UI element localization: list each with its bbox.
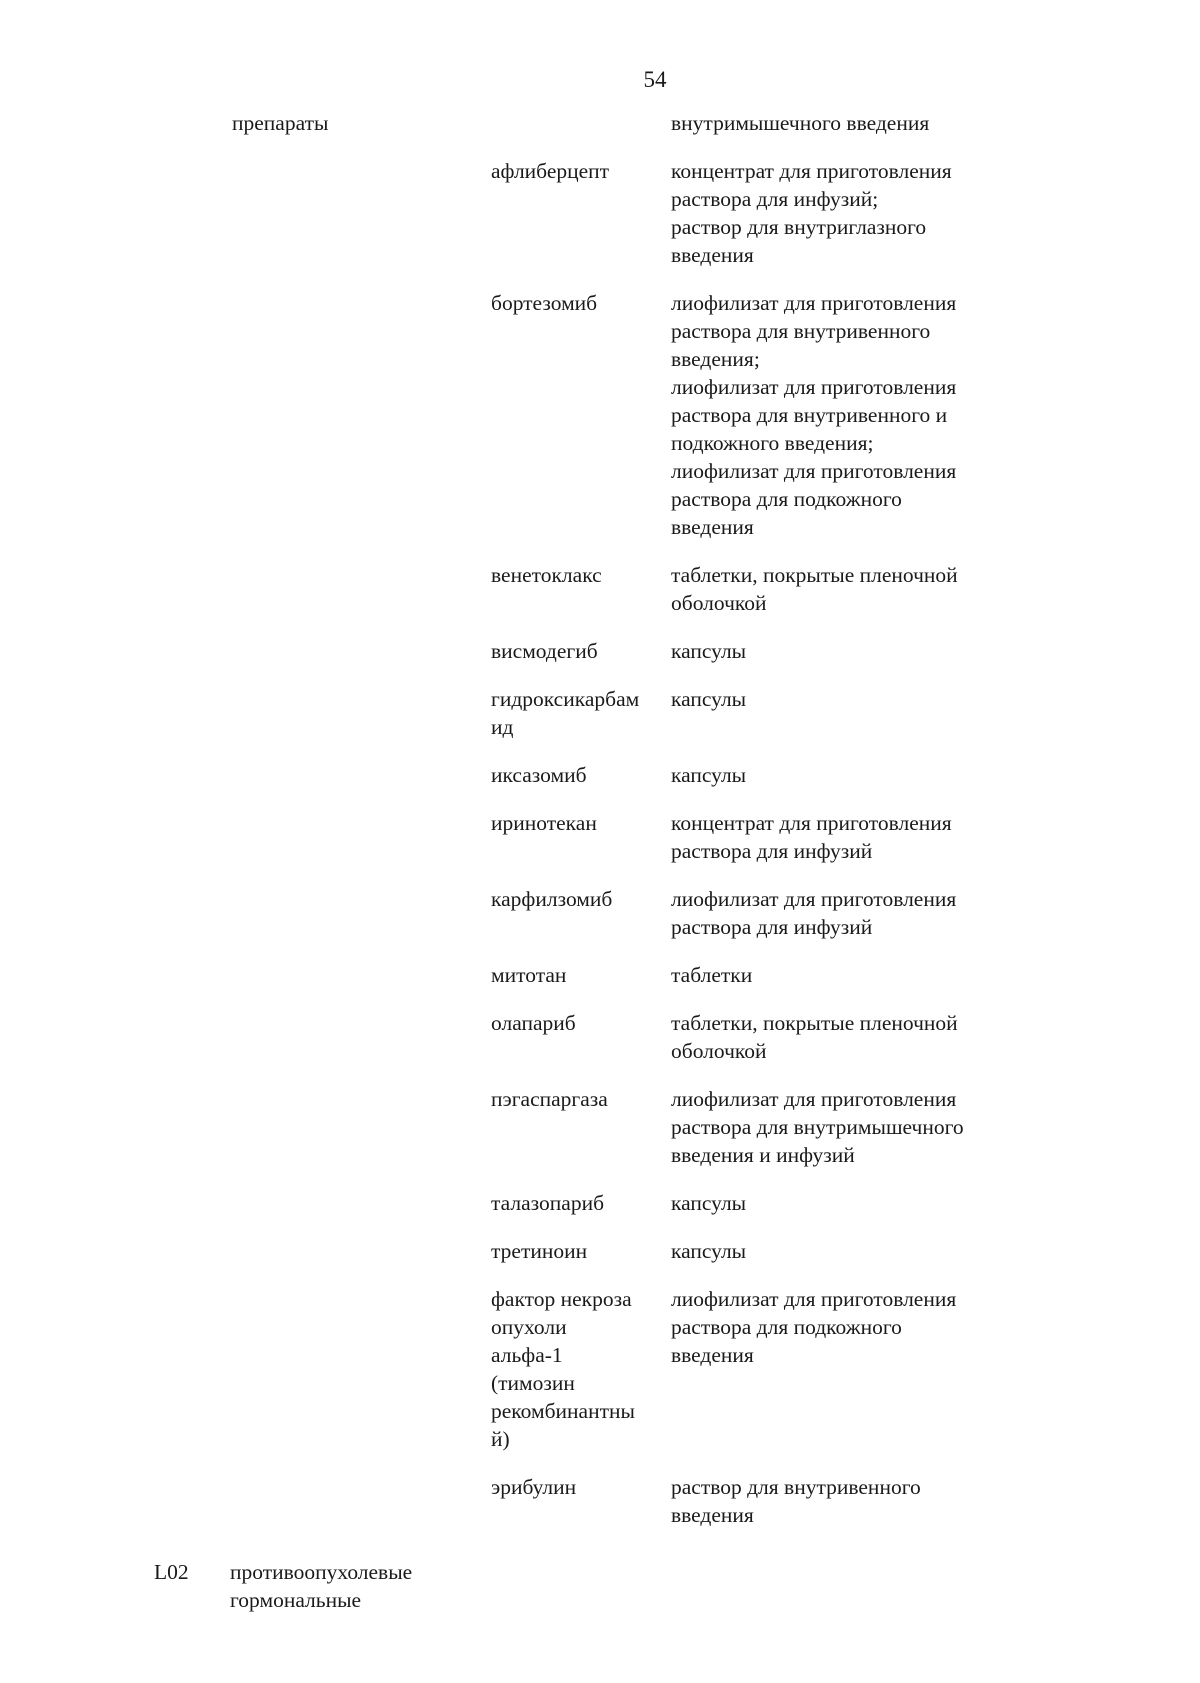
- dosage-form: концентрат для приготовления раствора для инфузий: [671, 811, 952, 863]
- drug-name: пэгаспаргаза: [491, 1087, 608, 1111]
- dosage-form: капсулы: [671, 763, 747, 787]
- drug-entry: [0, 1285, 1200, 1453]
- drug-entry: [0, 1473, 1200, 1529]
- dosage-form: капсулы: [671, 1191, 747, 1215]
- dosage-form: лиофилизат для приготовления раствора для подкожного введения: [671, 1287, 957, 1367]
- dosage-form: таблетки: [671, 963, 753, 987]
- drug-entry: [0, 637, 1200, 665]
- atc-group-title: противоопухолевые гормональные: [230, 1560, 413, 1612]
- drug-list: [0, 157, 1200, 1549]
- drug-name: висмодегиб: [491, 639, 598, 663]
- drug-name: олапариб: [491, 1011, 576, 1035]
- dosage-form: капсулы: [671, 1239, 747, 1263]
- dosage-form: лиофилизат для приготовления раствора для внутримышечного введения и инфузий: [671, 1087, 964, 1167]
- drug-entry: [0, 761, 1200, 789]
- drug-name: бортезомиб: [491, 291, 598, 315]
- dosage-form: таблетки, покрытые пленочной оболочкой: [671, 1011, 958, 1063]
- drug-entry: [0, 157, 1200, 269]
- drug-name: третиноин: [491, 1239, 588, 1263]
- drug-entry: [0, 289, 1200, 541]
- drug-entry: [0, 561, 1200, 617]
- atc-code: L02: [154, 1560, 189, 1584]
- drug-entry: [0, 685, 1200, 741]
- drug-entry: [0, 809, 1200, 865]
- continued-category: препараты: [232, 111, 329, 135]
- drug-name: митотан: [491, 963, 567, 987]
- drug-entry: [0, 961, 1200, 989]
- drug-name: эрибулин: [491, 1475, 577, 1499]
- dosage-form: раствор для внутривенного введения: [671, 1475, 921, 1527]
- drug-name: гидроксикарбам ид: [491, 687, 640, 739]
- dosage-form: капсулы: [671, 687, 747, 711]
- drug-name: венетоклакс: [491, 563, 602, 587]
- drug-entry: [0, 1237, 1200, 1265]
- drug-name: карфилзомиб: [491, 887, 613, 911]
- dosage-form: концентрат для приготовления раствора для инфузий; раствор для внутриглазного введения: [671, 159, 952, 267]
- dosage-form: лиофилизат для приготовления раствора для внутривенного введения; лиофилизат для приготовления раствора для внутривенного и подкожного введения; лиофилизат для приготовления раствора для подкожного введения: [671, 291, 957, 539]
- drug-name: афлиберцепт: [491, 159, 610, 183]
- drug-entry: [0, 1189, 1200, 1217]
- drug-name: фактор некроза опухоли альфа-1 (тимозин рекомбинантны й): [491, 1287, 635, 1451]
- drug-name: талазопариб: [491, 1191, 605, 1215]
- drug-name: иксазомиб: [491, 763, 587, 787]
- dosage-form: таблетки, покрытые пленочной оболочкой: [671, 563, 958, 615]
- continued-dosage-form: внутримышечного введения: [671, 111, 930, 135]
- page-number: 54: [643, 67, 667, 92]
- dosage-form: лиофилизат для приготовления раствора для инфузий: [671, 887, 957, 939]
- drug-entry: [0, 885, 1200, 941]
- drug-name: иринотекан: [491, 811, 597, 835]
- dosage-form: капсулы: [671, 639, 747, 663]
- drug-entry: [0, 1085, 1200, 1169]
- drug-entry: [0, 1009, 1200, 1065]
